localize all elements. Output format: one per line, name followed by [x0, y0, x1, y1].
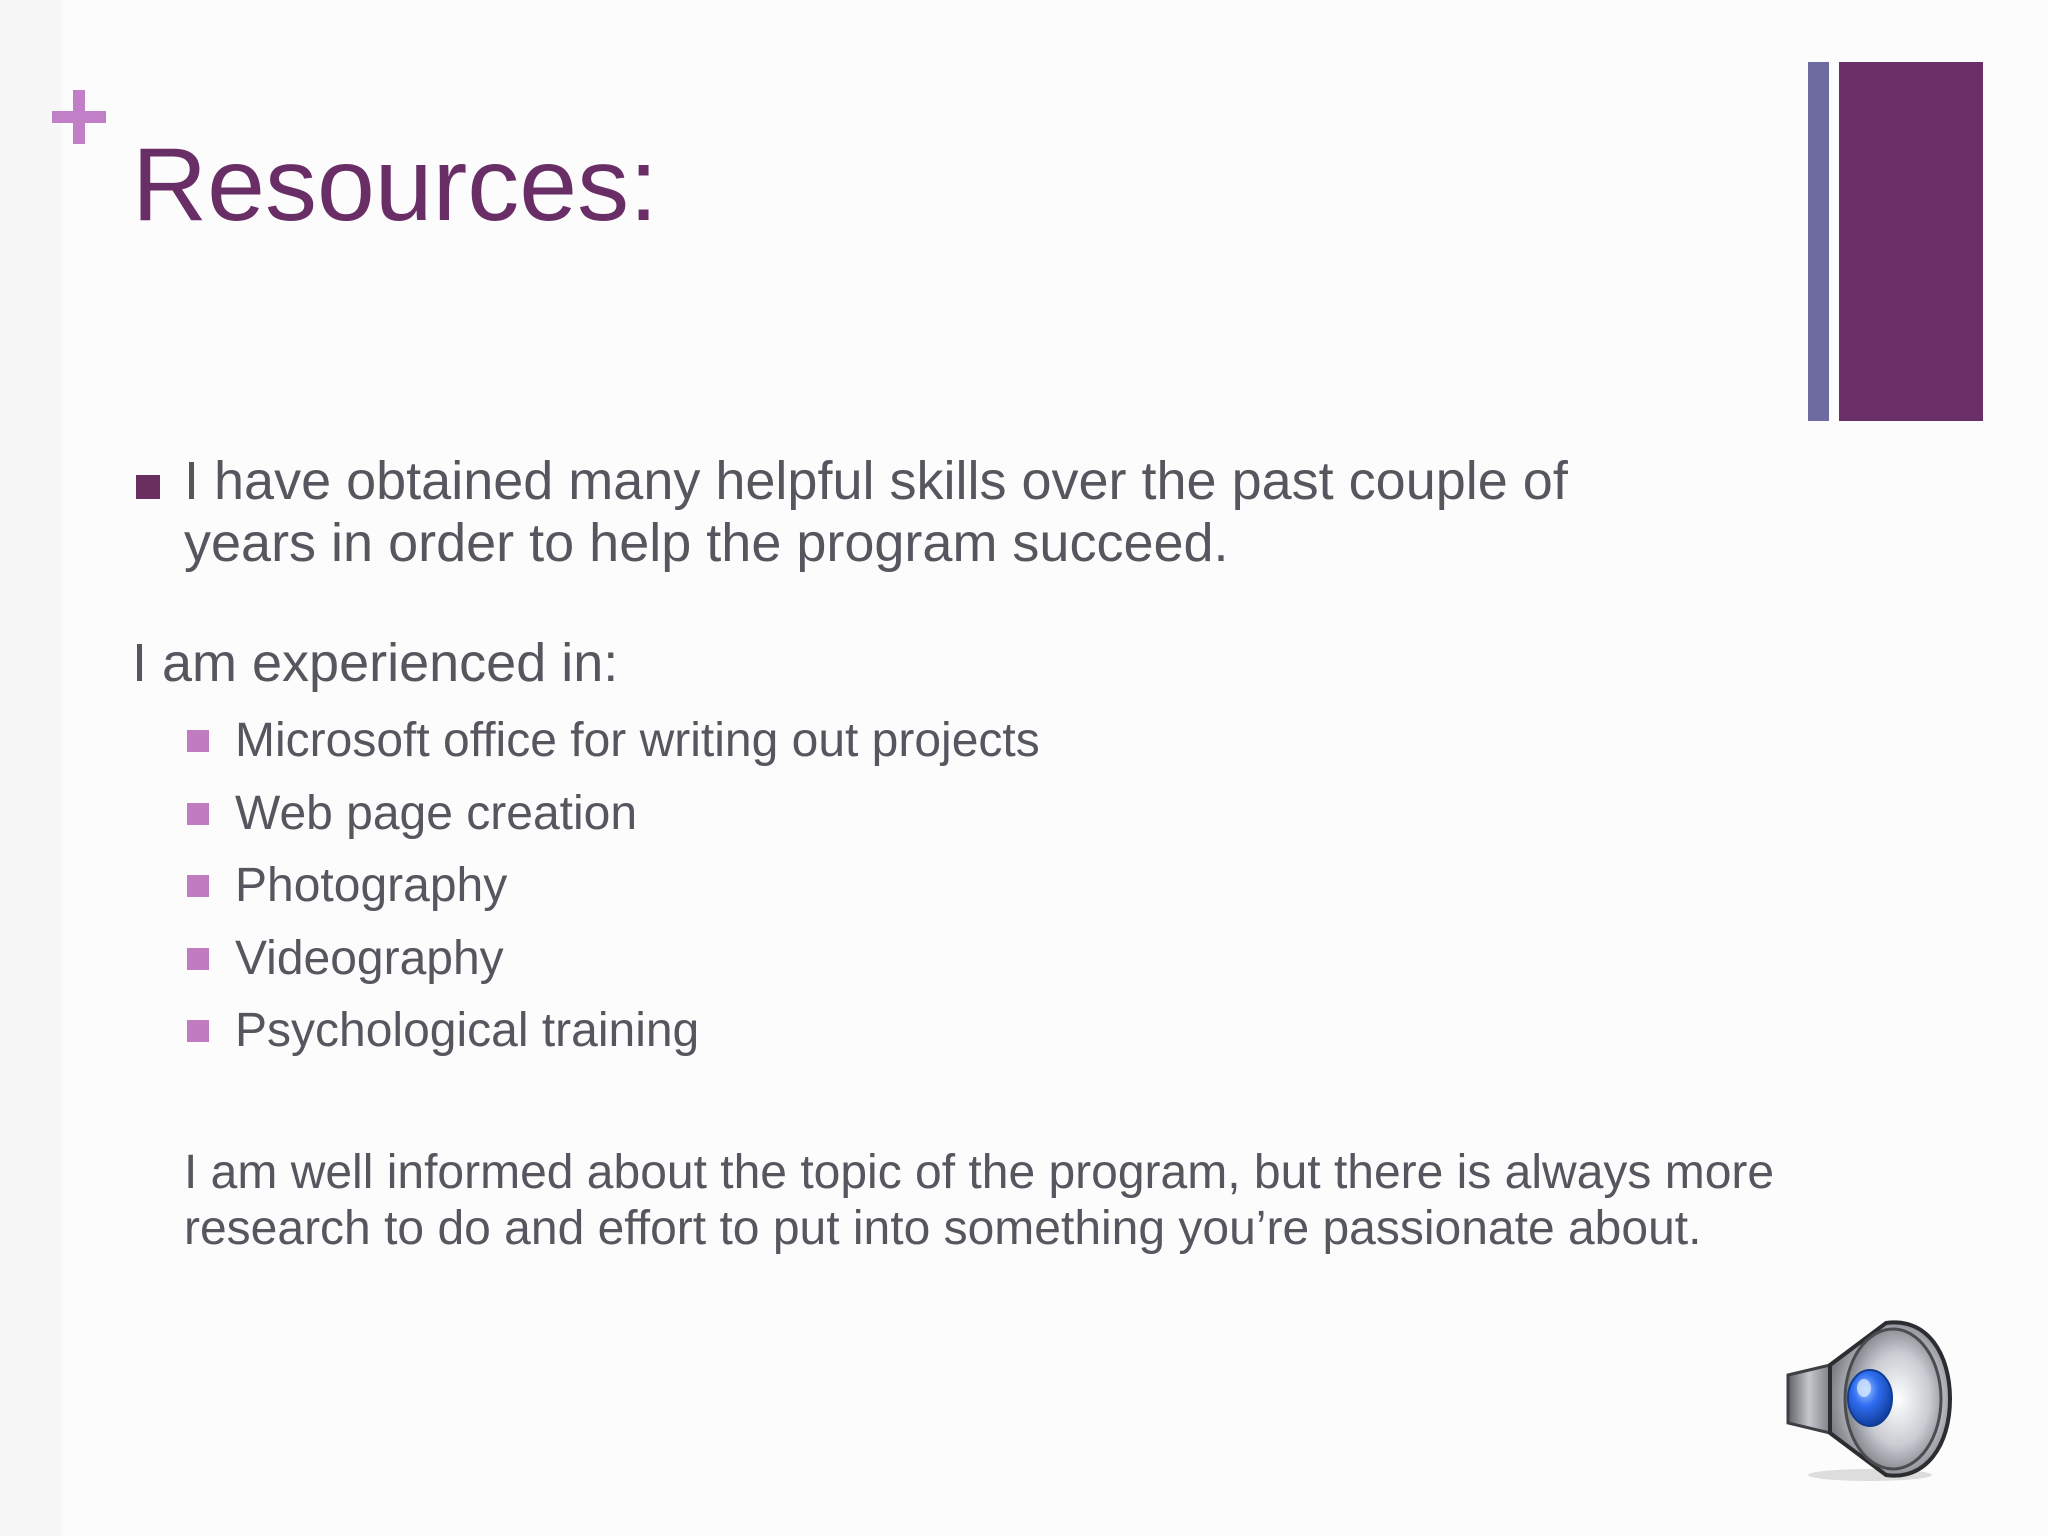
list-item — [186, 705, 1040, 778]
bullet-square-icon — [187, 875, 209, 897]
skill-label: Microsoft office for writing out projects — [235, 714, 1040, 767]
skill-label: Photography — [235, 859, 508, 912]
experience-heading: I am experienced in: — [132, 633, 619, 693]
bullet-square-icon — [136, 475, 160, 499]
decorative-bar-slate — [1808, 62, 1829, 421]
bullet-square-icon — [187, 803, 209, 825]
left-margin-band — [0, 0, 62, 1536]
decorative-bar-purple — [1839, 62, 1983, 421]
list-item — [186, 850, 1040, 923]
bullet-square-icon — [187, 1020, 209, 1042]
skill-label: Psychological training — [235, 1004, 700, 1057]
closing-paragraph: I am well informed about the topic of the program, but there is always more research to do and effort to put into something you’re passionate about. — [184, 1146, 1775, 1255]
bullet-square-icon — [187, 948, 209, 970]
list-item — [186, 995, 1040, 1068]
speaker-icon[interactable] — [1778, 1305, 1958, 1485]
main-bullet-text: I have obtained many helpful skills over the past couple of years in order to help the program succeed. — [184, 451, 1568, 573]
skill-label: Web page creation — [235, 786, 638, 840]
bullet-square-icon — [187, 730, 209, 752]
list-item — [186, 778, 1040, 851]
list-item — [186, 923, 1040, 996]
skills-list — [186, 705, 1040, 1068]
skill-label: Videography — [235, 931, 504, 985]
slide-title: Resources: — [132, 127, 658, 243]
main-bullet — [132, 450, 1692, 574]
plus-icon — [52, 90, 106, 144]
